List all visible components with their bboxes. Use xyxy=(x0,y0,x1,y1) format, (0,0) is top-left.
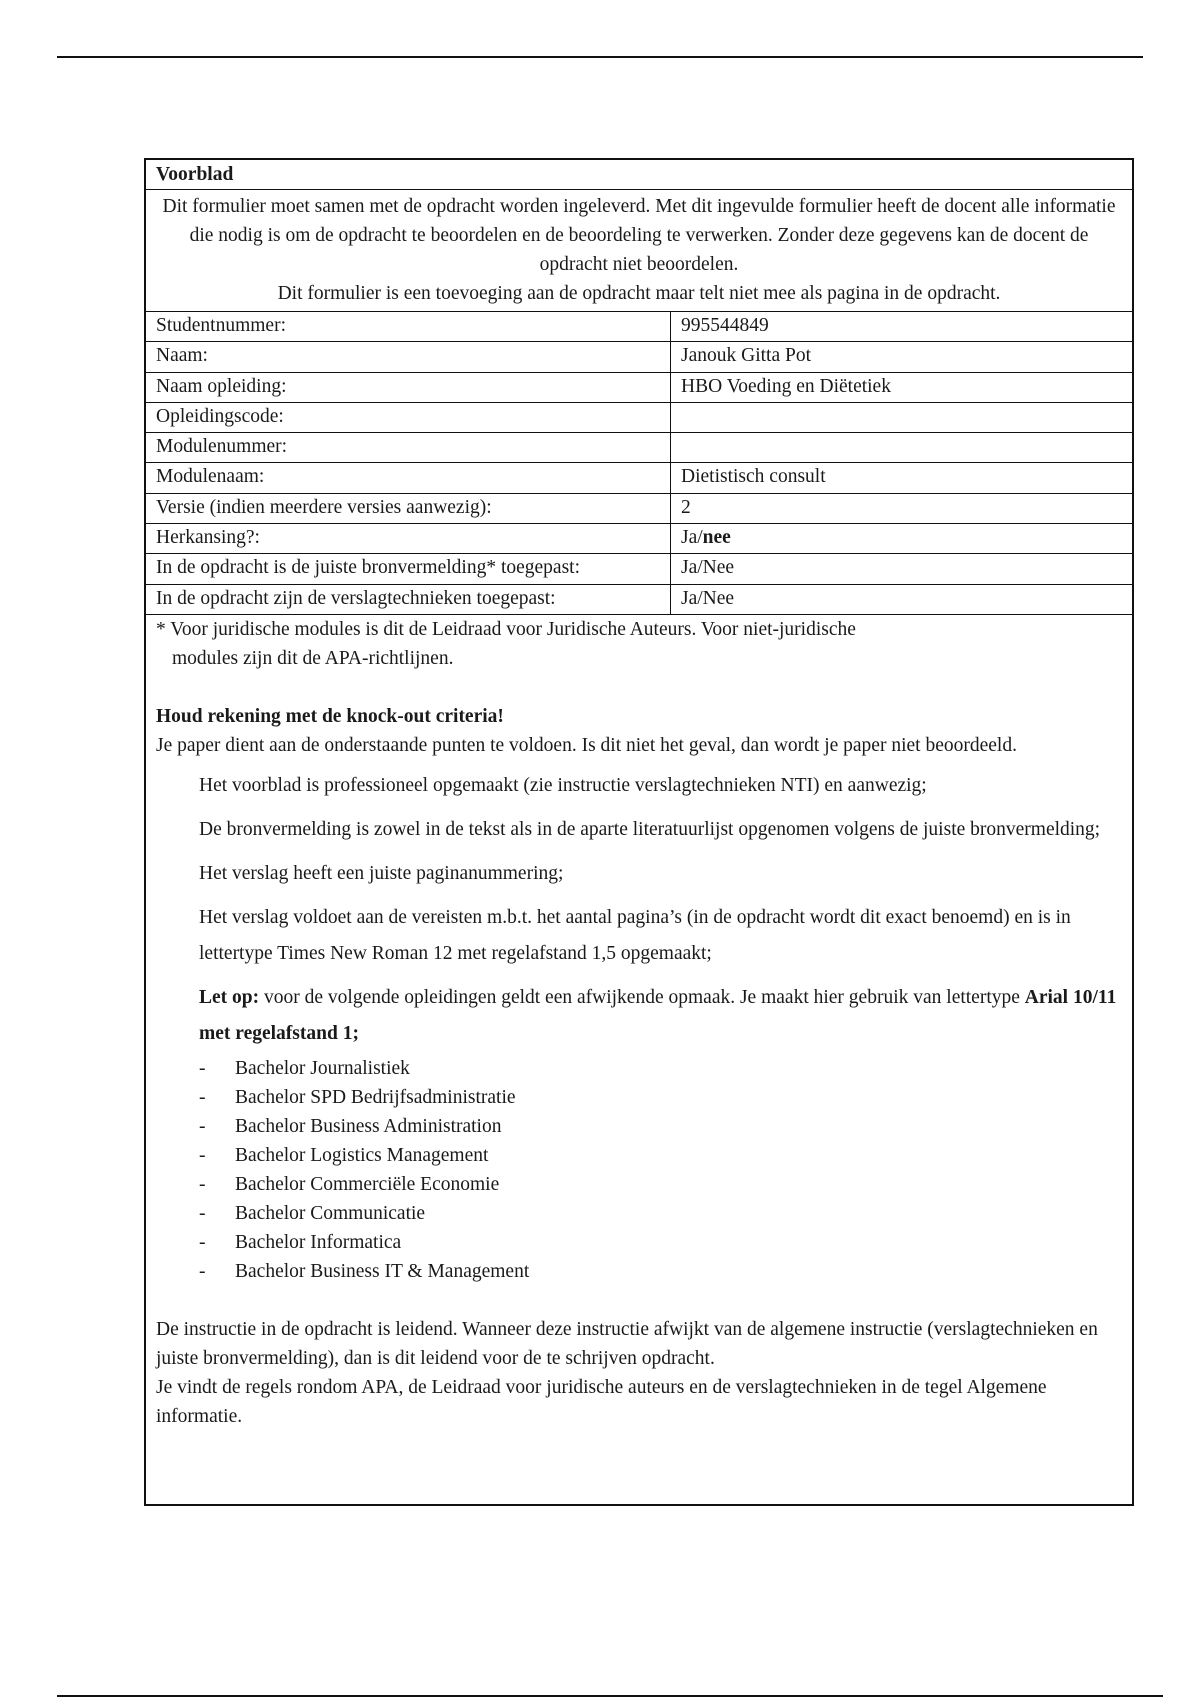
bottom-rule xyxy=(57,1695,1163,1697)
field-value xyxy=(671,433,1132,462)
top-rule xyxy=(57,56,1143,58)
field-label: Studentnummer: xyxy=(146,312,671,341)
program-item: - Bachelor Commerciële Economie xyxy=(199,1170,1122,1199)
program-item: - Bachelor Journalistiek xyxy=(199,1054,1122,1083)
field-label: In de opdracht zijn de verslagtechnieken toegepast: xyxy=(146,585,671,614)
criterion-item: Het verslag heeft een juiste paginanummering; xyxy=(199,862,564,884)
field-row-versie xyxy=(146,494,1132,524)
field-value xyxy=(671,524,1132,553)
criterion-item: Het voorblad is professioneel opgemaakt (zie instructie verslagtechnieken NTI) en aanwezig; xyxy=(199,774,927,796)
field-value: 2 xyxy=(681,496,691,518)
field-row-studentnummer xyxy=(146,312,1132,342)
program-item: - Bachelor Business Administration xyxy=(199,1112,1122,1141)
program-item: - Bachelor Business IT & Management xyxy=(199,1257,1122,1286)
field-label: Opleidingscode: xyxy=(146,403,671,432)
criterion-item: De bronvermelding is zowel in de tekst als in de aparte literatuurlijst opgenomen volgens de juiste bronvermelding; xyxy=(199,818,1101,840)
program-item: - Bachelor Informatica xyxy=(199,1228,1122,1257)
form-title: Voorblad xyxy=(146,160,1132,190)
field-value xyxy=(671,403,1132,432)
intro-paragraph: Dit formulier moet samen met de opdracht worden ingeleverd. Met dit ingevulde formulier heeft de docent alle informatie die nodig is om de opdracht te beoordelen en de beoordeling te verwerken. Zonder deze gegevens kan de docent de opdracht niet beoordelen. xyxy=(162,196,1116,275)
footnote-line-2: modules zijn dit de APA-richtlijnen. xyxy=(172,647,454,669)
program-list xyxy=(156,1054,1122,1286)
field-value: Ja/Nee xyxy=(681,557,735,579)
field-label: In de opdracht is de juiste bronvermelding* toegepast: xyxy=(146,554,671,583)
knockout-intro: Je paper dient aan de onderstaande punten te voldoen. Is dit niet het geval, dan wordt je paper niet beoordeeld. xyxy=(156,734,1017,756)
field-label: Versie (indien meerdere versies aanwezig): xyxy=(146,494,671,523)
field-row-naam-opleiding xyxy=(146,373,1132,403)
field-row-naam xyxy=(146,342,1132,372)
program-item: - Bachelor SPD Bedrijfsadministratie xyxy=(199,1083,1122,1112)
criterion-item: Het verslag voldoet aan de vereisten m.b.t. het aantal pagina’s (in de opdracht wordt dit exact benoemd) en is in lettertype Times New Roman 12 met regelafstand 1,5 opgemaakt; xyxy=(199,906,1071,964)
criteria-list xyxy=(156,768,1122,1052)
knockout-title: Houd rekening met de knock-out criteria! xyxy=(156,705,504,727)
format-note xyxy=(199,980,1122,1052)
field-label: Modulenummer: xyxy=(146,433,671,462)
field-label: Modulenaam: xyxy=(146,463,671,492)
field-value: Ja/Nee xyxy=(681,587,735,609)
note-label: Let op: xyxy=(199,986,260,1008)
note-font: Arial 10/11 met regelafstand 1; xyxy=(199,986,1117,1044)
value-bold: nee xyxy=(702,527,731,549)
field-value: Dietistisch consult xyxy=(681,466,826,488)
field-value: Janouk Gitta Pot xyxy=(681,345,811,367)
field-value: HBO Voeding en Diëtetiek xyxy=(681,375,891,397)
value-plain: Ja/ xyxy=(681,527,703,549)
field-row-verslagtechnieken xyxy=(146,585,1132,615)
cover-form xyxy=(144,158,1134,1506)
intro-note: Dit formulier is een toevoeging aan de opdracht maar telt niet mee als pagina in de opdracht. xyxy=(277,283,1001,304)
instructions-section xyxy=(146,615,1132,1431)
field-row-herkansing xyxy=(146,524,1132,554)
footnote xyxy=(156,615,1122,673)
field-row-opleidingscode xyxy=(146,403,1132,433)
closing-reference: Je vindt de regels rondom APA, de Leidraad voor juridische auteurs en de verslagtechnieken in de tegel Algemene informatie. xyxy=(156,1376,1047,1427)
field-label: Naam: xyxy=(146,342,671,371)
field-label: Naam opleiding: xyxy=(146,373,671,402)
program-item: - Bachelor Logistics Management xyxy=(199,1141,1122,1170)
closing-paragraph: De instructie in de opdracht is leidend. Wanneer deze instructie afwijkt van de algemene instructie (verslagtechnieken en juiste bronvermelding), dan is dit leidend voor de te schrijven opdracht. xyxy=(156,1318,1098,1369)
field-value: 995544849 xyxy=(681,315,769,336)
field-row-modulenummer xyxy=(146,433,1132,463)
field-label: Herkansing?: xyxy=(146,524,671,553)
program-item: - Bachelor Communicatie xyxy=(199,1199,1122,1228)
form-intro xyxy=(146,190,1132,312)
field-row-modulenaam xyxy=(146,463,1132,493)
field-row-bronvermelding xyxy=(146,554,1132,584)
note-text: voor de volgende opleidingen geldt een afwijkende opmaak. Je maakt hier gebruik van lettertype xyxy=(259,986,1025,1008)
footnote-line-1: * Voor juridische modules is dit de Leidraad voor Juridische Auteurs. Voor niet-juridische xyxy=(156,618,856,640)
